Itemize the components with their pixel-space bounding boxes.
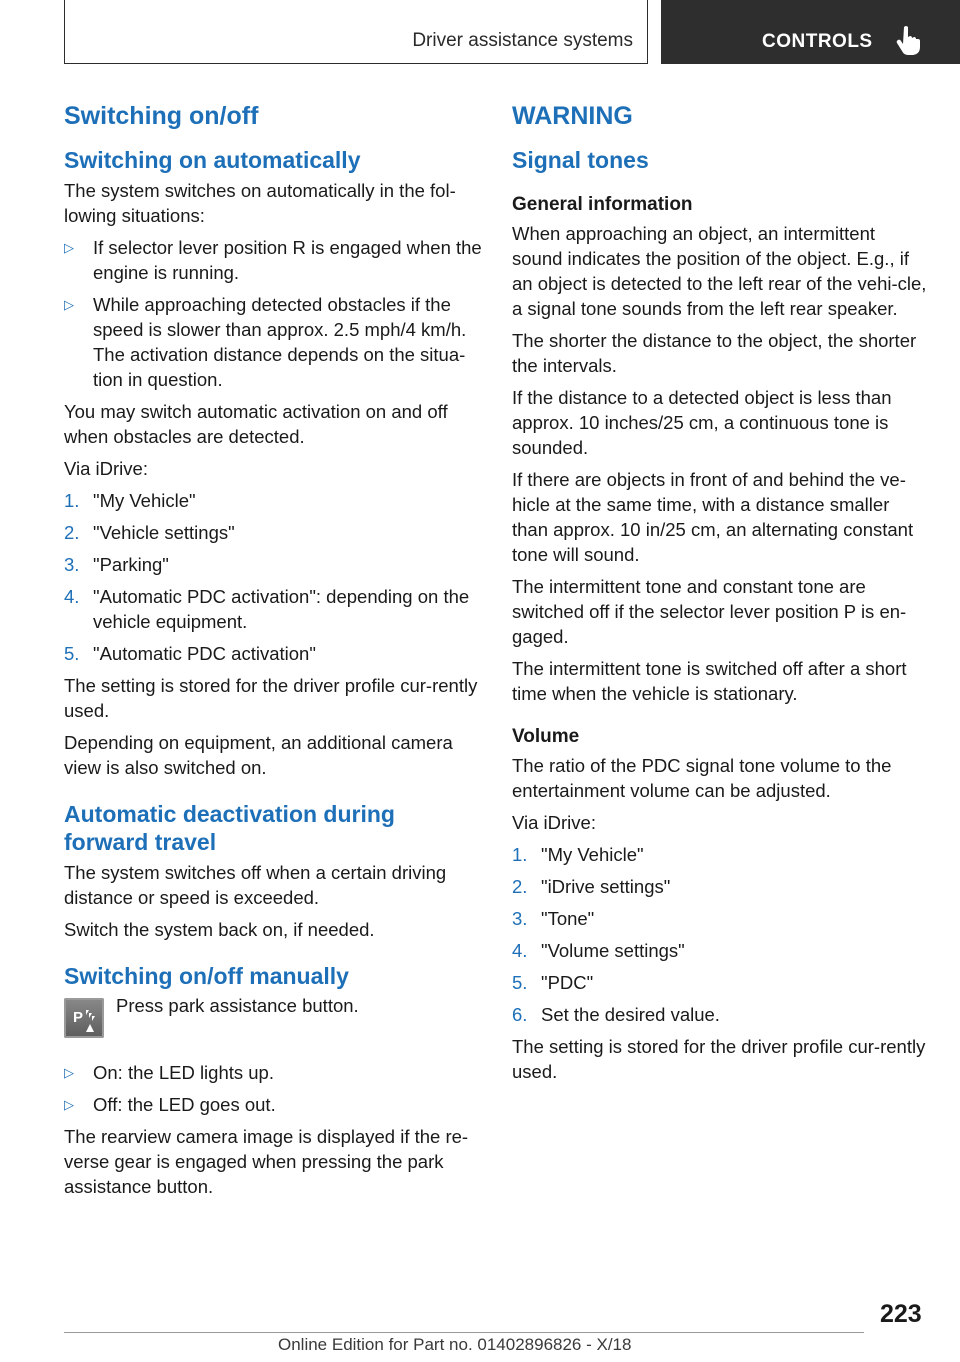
button-instruction-text: Press park assistance button. [116, 995, 359, 1016]
pointing-hand-icon [896, 25, 922, 55]
chapter-title: CONTROLS [762, 31, 873, 52]
triangle-bullet-icon: ▷ [64, 1097, 74, 1112]
paragraph: If the distance to a detected object is less than approx. 10 inches/25 cm, a continuous tone is sounded. [512, 387, 892, 458]
numbered-list [512, 842, 930, 1027]
running-header [64, 0, 648, 64]
list-item: 3. "Parking" [64, 554, 169, 575]
paragraph: Via iDrive: [64, 458, 148, 479]
paragraph: Depending on equipment, an additional camera view is also switched on. [64, 732, 453, 778]
footer-divider [64, 1332, 864, 1333]
bullet-list [64, 1060, 482, 1117]
section-title: Driver assistance systems [412, 30, 633, 51]
list-item: 5. "Automatic PDC activation" [64, 643, 316, 664]
paragraph: The system switches on automatically in the fol‐lowing situations: [64, 180, 456, 226]
section-heading: Switching on/off [64, 102, 259, 130]
subheading-auto-off: Automatic deactivation during forward travel [64, 801, 395, 855]
subsubheading-volume: Volume [512, 726, 580, 747]
svg-text:P: P [73, 1009, 84, 1026]
paragraph: The setting is stored for the driver profile cur‐rently used. [512, 1036, 926, 1082]
footer-edition: Online Edition for Part no. 01402896826 - X/18 [278, 1335, 632, 1354]
list-item: 4. "Automatic PDC activation": depending on the vehicle equipment. [64, 586, 470, 632]
paragraph: The ratio of the PDC signal tone volume to the entertainment volume can be adjusted. [512, 755, 892, 801]
list-item: 1. "My Vehicle" [512, 844, 644, 865]
paragraph: The intermittent tone and constant tone are switched off if the selector lever position P is en‐gaged. [512, 576, 907, 647]
list-item: 1. "My Vehicle" [64, 490, 196, 511]
triangle-bullet-icon: ▷ [64, 240, 74, 255]
list-item: ▷ If selector lever position R is engaged when the engine is running. [64, 237, 482, 283]
paragraph: The intermittent tone is switched off after a short time when the vehicle is stationary. [512, 658, 907, 704]
list-item: 3. "Tone" [512, 908, 595, 929]
list-item: 2. "Vehicle settings" [64, 522, 235, 543]
park-assist-button-icon [64, 998, 104, 1038]
paragraph: When approaching an object, an intermittent sound indicates the position of the object. E.g., if an object is detected to the left rear of the vehi‐cle, a signal tone sounds from the left rear speaker. [512, 223, 927, 319]
paragraph: If there are objects in front of and behind the ve‐hicle at the same time, with a distance smaller than approx. 10 in/25 cm, an alternating constant tone will sound. [512, 469, 914, 565]
triangle-bullet-icon: ▷ [64, 297, 74, 312]
list-item: 5. "PDC" [512, 972, 594, 993]
list-item: ▷ Off: the LED goes out. [64, 1094, 276, 1115]
paragraph: You may switch automatic activation on and off when obstacles are detected. [64, 401, 448, 447]
chapter-tab [661, 0, 960, 64]
subheading-auto-on: Switching on automatically [64, 147, 361, 173]
triangle-bullet-icon: ▷ [64, 1065, 74, 1080]
numbered-list [64, 488, 482, 666]
list-item: 4. "Volume settings" [512, 940, 685, 961]
paragraph: The setting is stored for the driver profile cur‐rently used. [64, 675, 478, 721]
right-column [512, 100, 930, 1091]
subheading-signal-tones: Signal tones [512, 147, 649, 173]
list-item: ▷ On: the LED lights up. [64, 1062, 274, 1083]
bullet-list [64, 235, 482, 392]
list-item: ▷ While approaching detected obstacles if the speed is slower than approx. 2.5 mph/4 km/h. The activation distance depends on the situa‐tion in question. [64, 294, 467, 390]
paragraph: Switch the system back on, if needed. [64, 919, 375, 940]
section-heading: WARNING [512, 102, 633, 130]
paragraph: Via iDrive: [512, 812, 596, 833]
paragraph: The rearview camera image is displayed if the re‐verse gear is engaged when pressing the park assistance button. [64, 1126, 469, 1197]
subsubheading-general: General information [512, 194, 693, 215]
paragraph: The system switches off when a certain driving distance or speed is exceeded. [64, 862, 447, 908]
left-column [64, 100, 482, 1206]
subheading-manual: Switching on/off manually [64, 963, 349, 989]
page-number: 223 [880, 1300, 922, 1328]
button-instruction [64, 996, 482, 1048]
list-item: 2. "iDrive settings" [512, 876, 671, 897]
list-item: 6. Set the desired value. [512, 1004, 720, 1025]
paragraph: The shorter the distance to the object, the shorter the intervals. [512, 330, 917, 376]
